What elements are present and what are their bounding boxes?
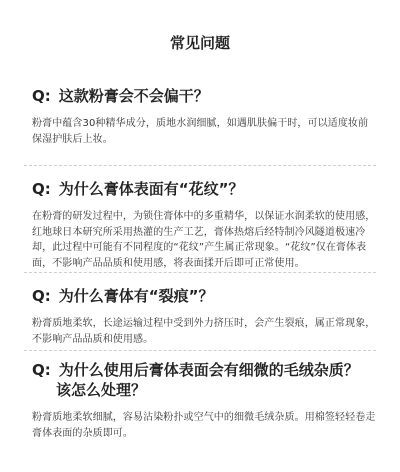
faq-item-4: [0, 360, 400, 441]
faq-question: [32, 86, 378, 106]
faq-question: [32, 360, 378, 400]
q-marker: Q:: [32, 87, 51, 105]
q-marker: Q:: [32, 287, 51, 305]
q-marker: Q:: [32, 180, 51, 198]
question-text: 这款粉膏会不会偏干？: [58, 87, 209, 105]
divider: [24, 350, 376, 351]
question-text: 为什么膏体表面有“花纹”？: [58, 180, 244, 198]
faq-answer: 粉膏质地柔软细腻，容易沾染粉扑或空气中的细微毛绒杂质。用棉签轻轻卷走膏体表面的杂质即可。: [32, 412, 376, 439]
question-text: 为什么膏体有“裂痕”？: [58, 287, 214, 305]
question-text-line2: 该怎么处理？: [56, 381, 147, 399]
divider: [24, 165, 376, 166]
q-marker: Q:: [32, 361, 51, 379]
faq-item-1: [0, 86, 400, 147]
faq-answer: 粉膏中蕴含30种精华成分，质地水润细腻，如遇肌肤偏干时，可以适度妆前保湿护肤后上妆。: [32, 118, 369, 145]
faq-answer: 粉膏质地柔软，长途运输过程中受到外力挤压时，会产生裂痕，属正常现象，不影响产品品质和使用感。: [32, 318, 376, 345]
faq-answer: 在粉膏的研发过程中，为锁住膏体中的多重精华，以保证水润柔软的使用感，红地球日本研究所采用热灌的生产工艺，膏体热熔后经特制冷风隧道极速冷却，此过程中可能有不同程度的“花纹”产生属正常现象。“花纹”仅在膏体表面，不影响产品品质和使用感，将表面揉开后即可正常使用。: [32, 211, 376, 269]
question-text: 为什么使用后膏体表面会有细微的毛绒杂质？: [58, 361, 359, 379]
divider: [24, 272, 376, 273]
faq-question: [32, 179, 378, 199]
page-title: 常见问题: [169, 34, 230, 52]
faq-item-2: [0, 179, 400, 271]
faq-question: [32, 286, 378, 306]
faq-item-3: [0, 286, 400, 347]
